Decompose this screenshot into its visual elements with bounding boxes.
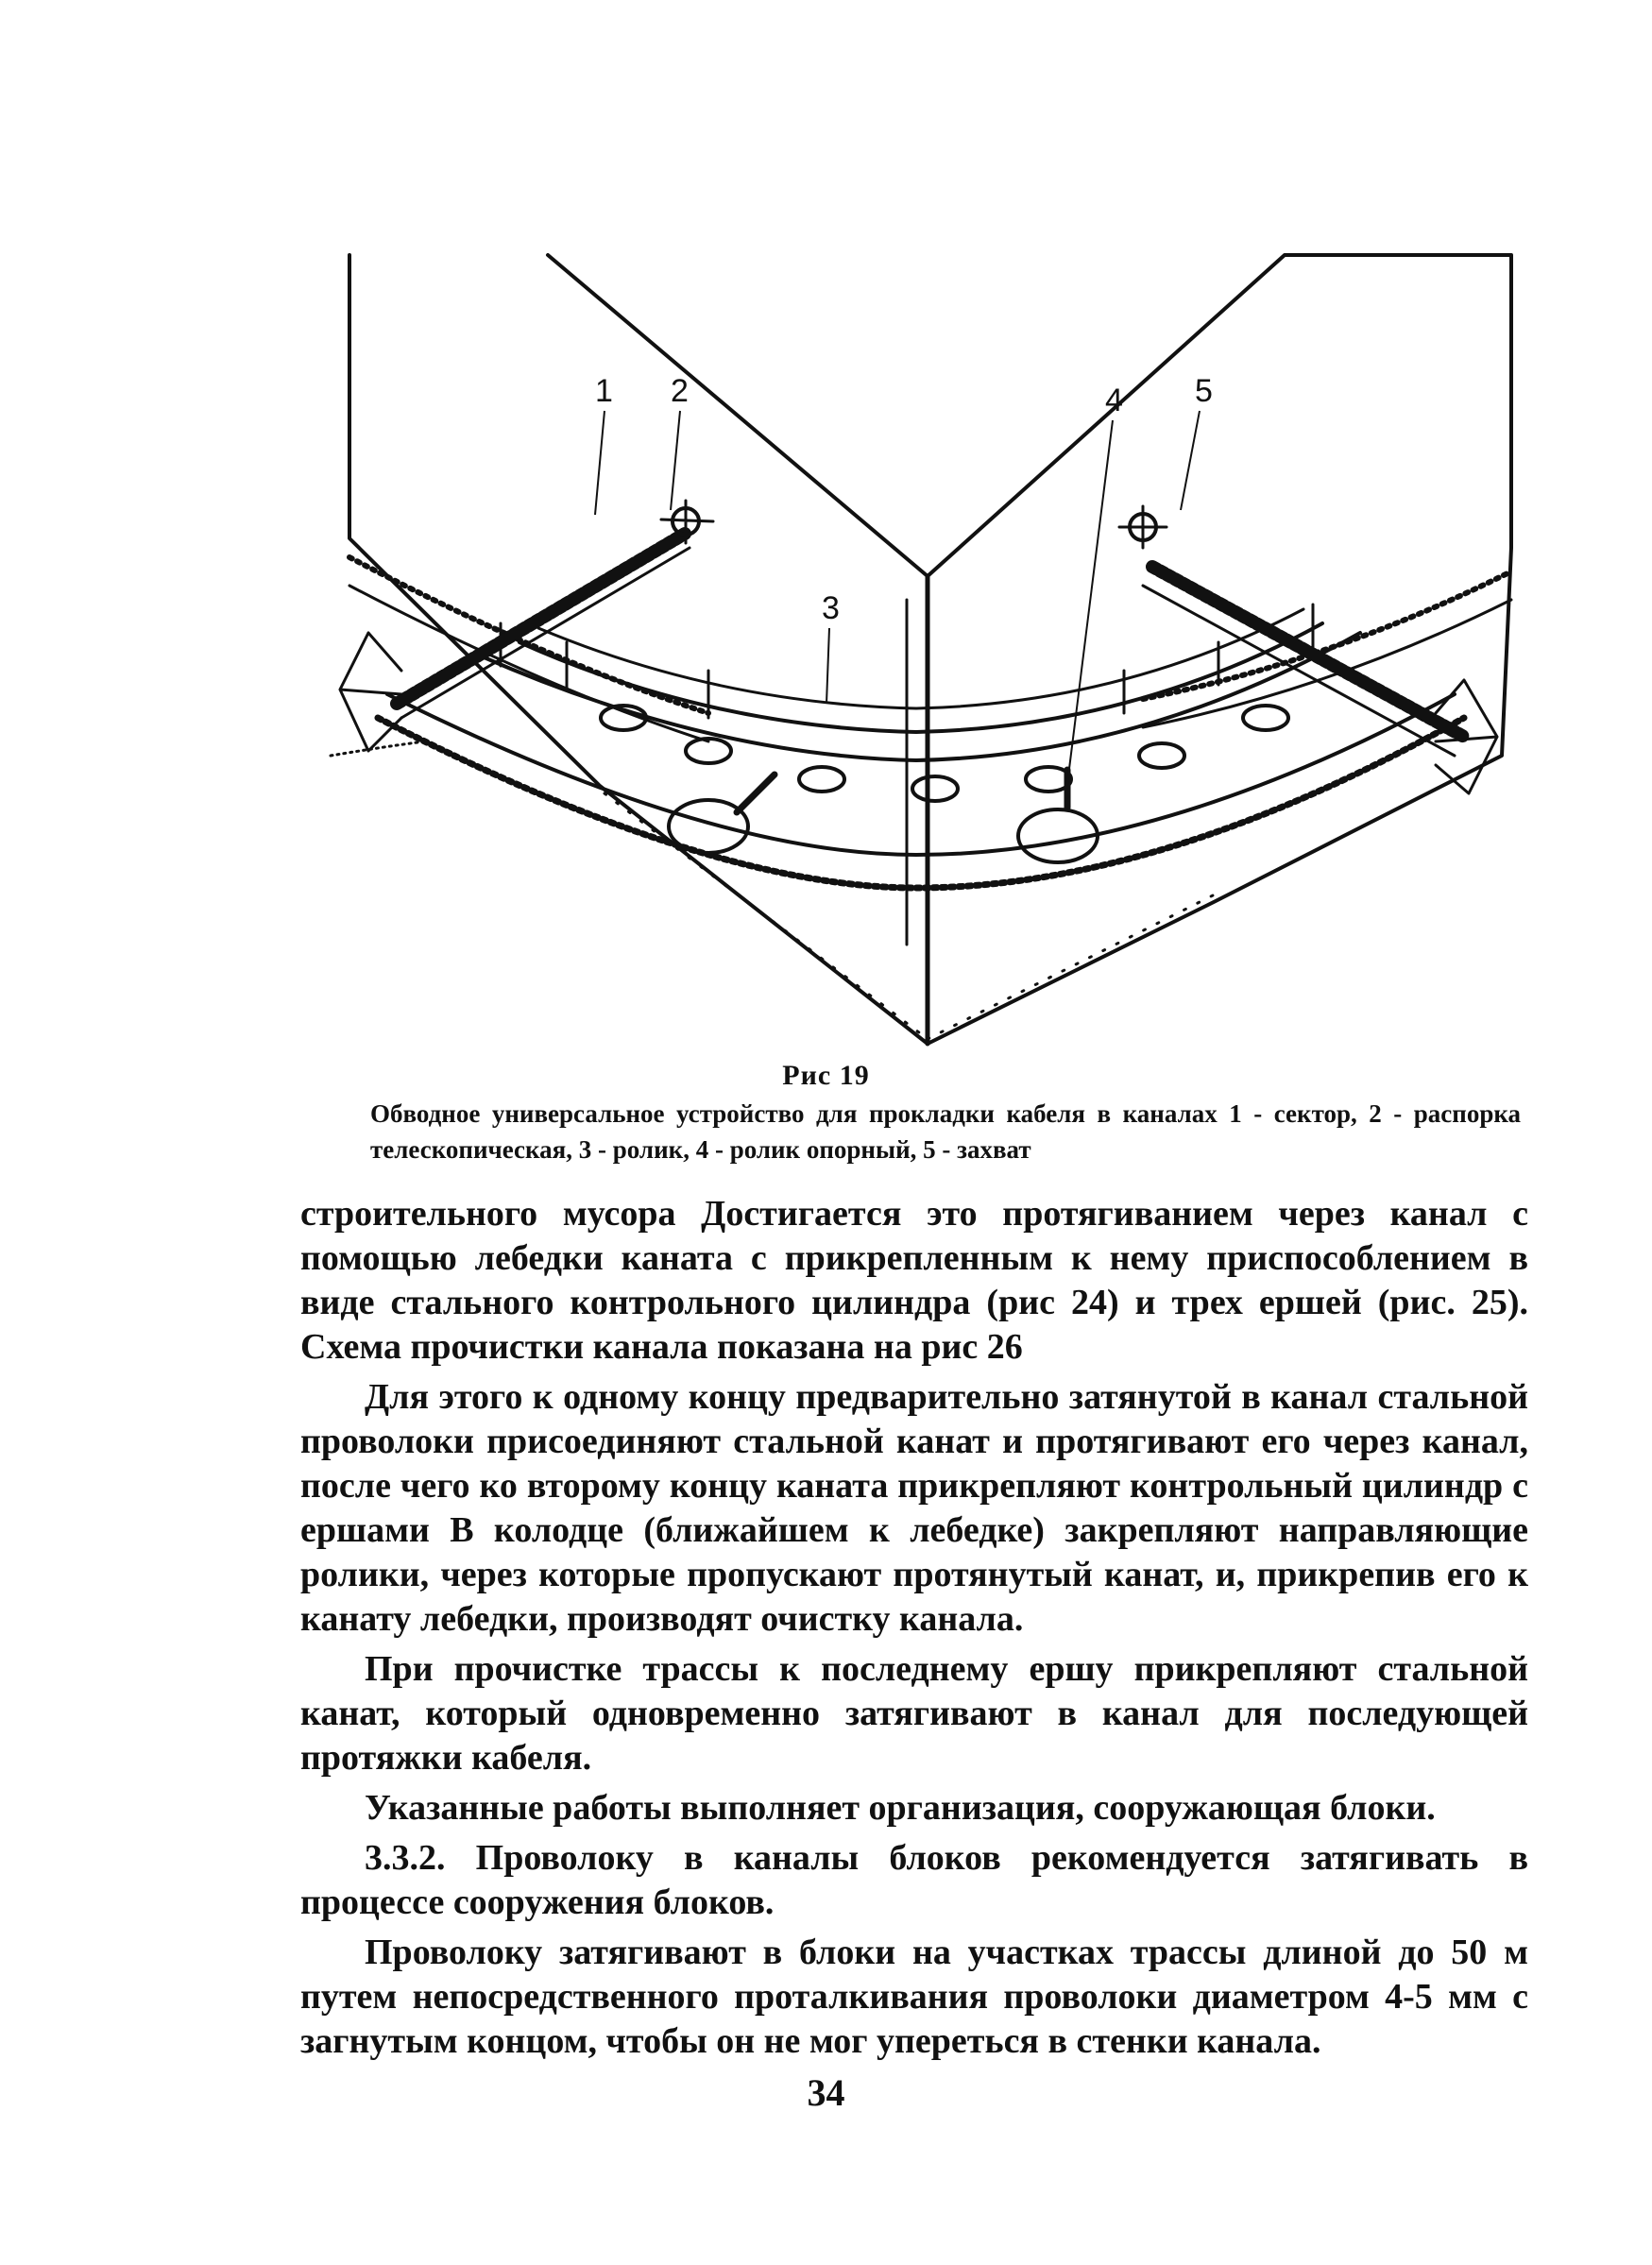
- roller: [912, 776, 958, 801]
- paragraph: Указанные работы выполняет организация, сооружающая блоки.: [365, 1788, 1436, 1828]
- label-5: 5: [1195, 373, 1213, 409]
- body-text: [300, 1192, 1528, 2069]
- sector-arc-outer: [482, 633, 1360, 760]
- label-3: 3: [822, 590, 840, 626]
- figure-19-illustration: [312, 227, 1549, 1058]
- roller: [799, 767, 844, 792]
- cable-bypass-device-drawing: [312, 227, 1549, 1058]
- label-1: 1: [595, 373, 613, 409]
- label-4: 4: [1105, 383, 1123, 418]
- paragraph: 3.3.2. Проволоку в каналы блоков рекомендуется затягивать в процессе сооружения блоков.: [300, 1838, 1528, 1922]
- telescopic-strut-right: [1152, 567, 1464, 737]
- label-2: 2: [671, 373, 689, 409]
- paragraph: Для этого к одному концу предварительно затянутой в канал стальной проволоки присоединяют стальной канат и протягивают его через канал, после чего ко второму концу каната прикрепляют контрольный цилиндр с ершами В колодце (ближайшем к лебедке) закрепляют направляющие ролики, через которые пропускают протянутый канат, и, прикрепив его к канату лебедки, производят очистку канала.: [300, 1377, 1528, 1639]
- page-number: 34: [807, 2071, 845, 2114]
- paragraph: строительного мусора Достигается это протягиванием через канал с помощью лебедки каната с прикрепленным к нему приспособлением в виде стального контрольного цилиндра (рис 24) и трех ершей (рис. 25). Схема прочистки канала показана на рис 26: [300, 1194, 1528, 1367]
- paragraph: Проволоку затягивают в блоки на участках трассы длиной до 50 м путем непосредственного проталкивания проволоки диаметром 4-5 мм с загнутым концом, чтобы он не мог упереться в стенки канала.: [300, 1933, 1528, 2061]
- left-tray-upper: [349, 557, 708, 713]
- roller: [1139, 743, 1184, 768]
- figure-caption-title: Рис 19: [782, 1060, 870, 1091]
- cable-end-left: [340, 633, 401, 751]
- paragraph: При прочистке трассы к последнему ершу прикрепляют стальной канат, который одновременно затягивают в канал для последующей протяжки кабеля.: [300, 1649, 1528, 1778]
- figure-caption-text: Обводное универсальное устройство для прокладки кабеля в каналах 1 - сектор, 2 - распорка телескопическая, 3 - ролик, 4 - ролик опорный, 5 - захват: [370, 1099, 1521, 1164]
- curved-cable-outer: [378, 718, 1464, 888]
- roller: [1243, 706, 1288, 730]
- left-wall: [349, 255, 928, 1044]
- curved-cable-inner: [387, 694, 1455, 855]
- support-roller-left: [669, 800, 748, 853]
